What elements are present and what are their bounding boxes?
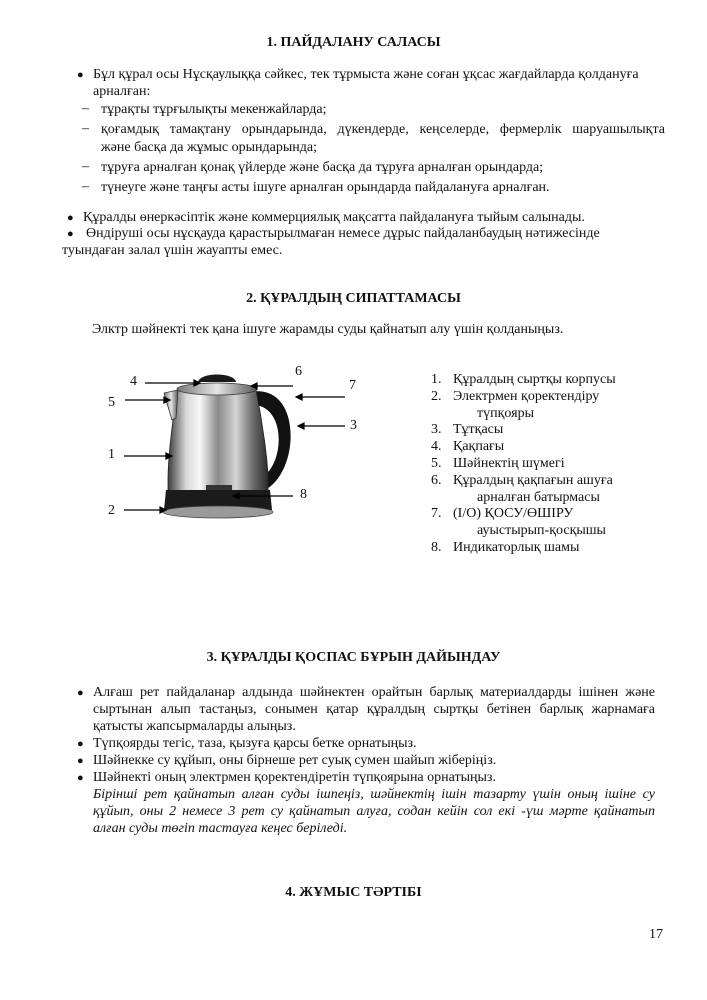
section-3-tip-line-2: құйып, оны 2 немесе 3 рет су қайнатып алуға, содан кейін сол екі -үш мәрте қайнатып	[93, 804, 655, 819]
legend-item: арналған батырмасы	[477, 489, 600, 505]
diagram-label: 8	[300, 487, 307, 502]
indicator-shape	[206, 485, 232, 490]
lid-button-shape	[198, 375, 236, 383]
bullet-icon: ●	[77, 755, 84, 767]
legend-item: 2. Электрмен қоректендіру	[431, 388, 600, 404]
section-1-note-2-line-2: туындаған залал үшін жауапты емес.	[62, 243, 283, 258]
diagram-label: 5	[108, 395, 115, 410]
dash-icon: –	[82, 121, 89, 136]
legend-item: 7. (I/O) ҚОСУ/ӨШІРУ	[431, 506, 574, 522]
bullet-icon: ●	[67, 212, 74, 224]
diagram-label: 3	[350, 418, 357, 433]
section-3-tip-line-1: Бірінші рет қайнатып алған суды ішпеңіз, шәйнектің ішін тазарту үшін оның ішіне су	[93, 787, 655, 802]
section-3-bullet-4: Шәйнекті оның электрмен қоректендіретін түпқоярына орнатыңыз.	[93, 770, 496, 785]
legend-item: 3. Тұтқасы	[431, 422, 504, 438]
legend-item: ауыстырып-қосқышы	[477, 523, 606, 539]
dash-icon: –	[82, 179, 89, 194]
dash-icon: –	[82, 159, 89, 174]
list-item: және басқа да жұмыс орындарында;	[101, 140, 318, 155]
section-1-note-1: Құралды өнеркәсіптік және коммерциялық мақсатта пайдалануға тыйым салынады.	[83, 210, 585, 225]
section-3-bullet-1-line-3: қатысты жапсырмаларды алыңыз.	[93, 719, 296, 734]
section-1-intro-line-2: арналған:	[93, 84, 151, 99]
bullet-icon: ●	[77, 69, 84, 81]
section-2-intro: Элктр шәйнекті тек қана ішуге жарамды суды қайнатып алу үшін қолданыңыз.	[92, 322, 564, 337]
section-3-bullet-1-line-2: сыртынан алып тастаңыз, сонымен қатар құралдың сыртқы бетінен барлық жарнамаға	[93, 702, 655, 717]
bullet-icon: ●	[77, 687, 84, 699]
diagram-label: 4	[130, 374, 137, 389]
kettle-diagram	[100, 360, 370, 535]
section-2-heading: 2. ҚҰРАЛДЫҢ СИПАТТАМАСЫ	[246, 291, 461, 306]
kettle-body-shape	[168, 390, 268, 493]
dash-icon: –	[82, 101, 89, 116]
list-item: тұрақты тұрғылықты мекенжайларда;	[101, 102, 327, 117]
section-1-intro-line-1: Бұл құрал осы Нұсқаулыққа сәйкес, тек тұрмыста және соған ұқсас жағдайларда қолдануға	[93, 67, 639, 82]
section-3-bullet-2: Түпқоярды тегіс, таза, қызуға қарсы бетке орнатыңыз.	[93, 736, 417, 751]
bullet-icon: ●	[67, 228, 74, 240]
legend-item: 1. Құралдың сыртқы корпусы	[431, 372, 616, 387]
section-3-tip-line-3: алған суды төгіп тастауға кеңес беріледі.	[93, 821, 348, 836]
section-1-note-2-line-1: Өндіруші осы нұсқауда қарастырылмаған немесе дұрыс пайдаланбаудың нәтижесінде	[86, 226, 600, 241]
legend-item: 4. Қақпағы	[431, 439, 505, 455]
diagram-label: 1	[108, 447, 115, 462]
diagram-label: 7	[349, 378, 356, 393]
section-3-heading: 3. ҚҰРАЛДЫ ҚОСПАС БҰРЫН ДАЙЫНДАУ	[206, 650, 501, 665]
page-number: 17	[649, 927, 663, 942]
section-4-heading: 4. ЖҰМЫС ТӘРТІБІ	[285, 885, 422, 900]
diagram-label: 2	[108, 503, 115, 518]
legend-item: түпқояры	[477, 405, 534, 421]
parts-legend	[431, 371, 616, 556]
section-3-bullet-1-line-1: Алғаш рет пайдаланар алдында шәйнектен орайтын барлық материалдарды ішінен және	[93, 685, 655, 700]
list-item: қоғамдық тамақтану орындарында, дүкендерде, кеңселерде, фермерлік шаруашылықта	[101, 122, 665, 137]
section-1-heading: 1. ПАЙДАЛАНУ САЛАСЫ	[266, 35, 441, 50]
legend-item: 8. Индикаторлық шамы	[431, 539, 580, 555]
diagram-label: 6	[295, 364, 302, 379]
list-item: тұруға арналған қонақ үйлерде және басқа да тұруға арналған орындарда;	[101, 160, 544, 175]
list-item: түнеуге және таңғы асты ішуге арналған орындарда пайдалануға арналған.	[101, 180, 550, 195]
base-ring-shape	[163, 506, 273, 518]
legend-item: 6. Құралдың қақпағын ашуға	[431, 472, 613, 488]
section-3-bullet-3: Шәйнекке су құйып, оны бірнеше рет суық сумен шайып жіберіңіз.	[93, 753, 497, 768]
bullet-icon: ●	[77, 772, 84, 784]
spout-shape	[164, 390, 178, 420]
lid-shape	[177, 383, 257, 395]
bullet-icon: ●	[77, 738, 84, 750]
legend-item: 5. Шәйнектің шүмегі	[431, 455, 565, 471]
